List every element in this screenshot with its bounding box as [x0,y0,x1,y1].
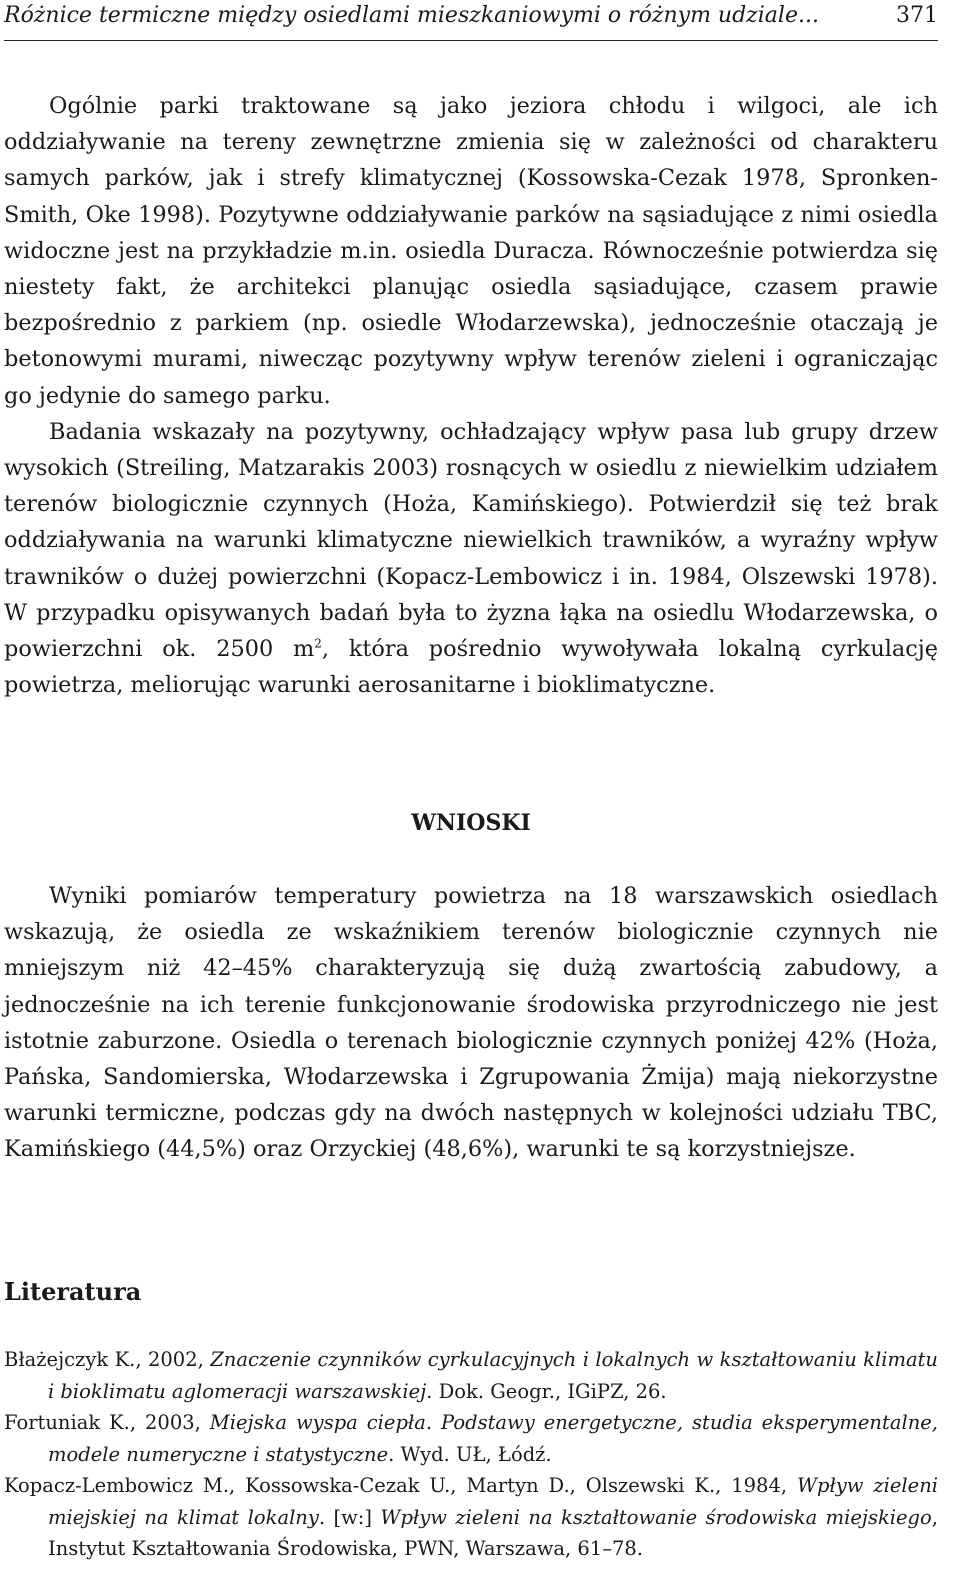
running-title: Różnice termiczne między osiedlami mieszkaniowymi o różnym udziale... [4,3,819,28]
references-list [4,1344,938,1565]
discussion-section [4,88,938,703]
paragraph-trees-lawns-end: , która pośrednio wywoływała lokalną cyrkulację powietrza, meliorując warunki aerosanitarne i bioklimatyczne. [4,636,938,699]
literature-heading: Literatura [4,1277,142,1306]
superscript-2: 2 [314,636,322,651]
ref-authors: Fortuniak K., 2003, [4,1411,210,1434]
conclusions-heading: WNIOSKI [411,810,531,836]
conclusions-section [4,878,938,1168]
ref-connector: . [w:] [318,1505,381,1529]
reference-item [4,1407,938,1470]
conclusions-paragraph: Wyniki pomiarów temperatury powietrza na 18 warszawskich osiedlach wskazują, że osiedla ze wskaźnikiem terenów biologicznie czynnych nie mniejszym niż 42–45% charakteryzują się dużą zwartością zabudowy, a jednocześnie na ich terenie funkcjonowanie środowiska przyrodniczego nie jest istotnie zaburzone. Osiedla o terenach biologicznie czynnych poniżej 42% (Hoża, Pańska, Sandomierska, Włodarzewska i Zgrupowania Żmija) mają niekorzystne warunki termiczne, podczas gdy na dwóch następnych w kolejności udziału TBC, Kamińskiego (44,5%) oraz Orzyckiej (48,6%), warunki te są korzystniejsze. [4,883,938,1163]
page-header [4,0,938,41]
ref-authors: Kopacz-Lembowicz M., Kossowska-Cezak U., Martyn D., Olszewski K., 1984, [4,1474,797,1497]
ref-details: . Wyd. UŁ, Łódź. [388,1442,552,1466]
ref-details: , Instytut Kształtowania Środowiska, PWN, Warszawa, 61–78. [48,1505,938,1560]
ref-details: . Dok. Geogr., IGiPZ, 26. [426,1379,667,1403]
page-number: 371 [896,3,938,28]
ref-authors: Błażejczyk K., 2002, [4,1348,211,1371]
ref-title: Miejska wyspa ciepła. Podstawy energetyczne, studia eksperymentalne, modele numeryczne i statystyczne [48,1411,938,1466]
paragraph-trees-lawns-text: Badania wskazały na pozytywny, ochładzający wpływ pasa lub grupy drzew wysokich (Streiling, Matzarakis 2003) rosnących w osiedlu z niewielkim udziałem terenów biologicznie czynnych (Hoża, Kamińskiego). Potwierdził się też brak oddziaływania na warunki klimatyczne niewielkich trawników, a wyraźny wpływ trawników o dużej powierzchni (Kopacz-Lembowicz i in. 1984, Olszewski 1978). W przypadku opisywanych badań była to żyzna łąka na osiedlu Włodarzewska, o powierzchni ok. 2500 m [4,418,938,663]
ref-title: Znaczenie czynników cyrkulacyjnych i lokalnych w kształtowaniu klimatu i bioklimatu aglomeracji warszawskiej [48,1348,938,1403]
reference-item [4,1470,938,1565]
reference-item [4,1344,938,1407]
ref-title: Wpływ zieleni miejskiej na klimat lokalny [48,1474,938,1529]
paragraph-trees-lawns [4,414,938,704]
ref-book-title: Wpływ zieleni na kształtowanie środowiska miejskiego [380,1505,932,1529]
paragraph-parks: Ogólnie parki traktowane są jako jeziora chłodu i wilgoci, ale ich oddziaływanie na tereny zewnętrzne zmienia się w zależności od charakteru samych parków, jak i strefy klimatycznej (Kossowska-Cezak 1978, Spronken-Smith, Oke 1998). Pozytywne oddziaływanie parków na sąsiadujące z nimi osiedla widoczne jest na przykładzie m.in. osiedla Duracza. Równocześnie potwierdza się niestety fakt, że architekci planując osiedla sąsiadujące, czasem prawie bezpośrednio z parkiem (np. osiedle Włodarzewska), jednocześnie otaczają je betonowymi murami, niwecząc pozytywny wpływ terenów zieleni i ograniczając go jedynie do samego parku. [4,93,938,409]
